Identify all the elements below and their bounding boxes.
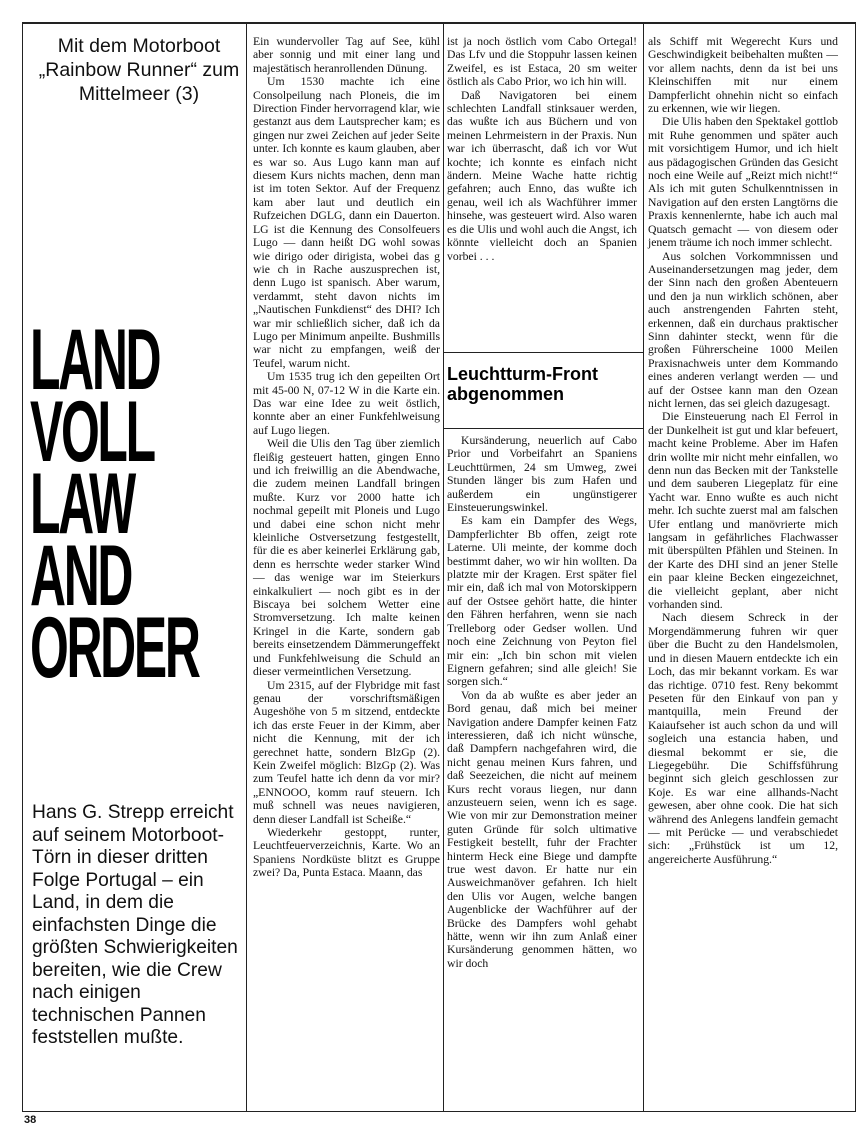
series-title: Mit dem Motorboot „Rainbow Runner“ zum Mittelmeer (3) bbox=[38, 35, 240, 105]
headline bbox=[30, 312, 246, 696]
column-rule bbox=[643, 22, 644, 1112]
paragraph: als Schiff mit Wegerecht Kurs und Geschwindigkeit beibehalten mußten — vor allem nachts, denn da ist bei uns Kleinschiffen mit nur einem Dampferlicht ohnehin nicht so einfach zu erkennen, wie wir liegen. bbox=[648, 35, 838, 116]
left-column bbox=[24, 24, 246, 1104]
paragraph: Um 1530 machte ich eine Consolpeilung nach Ploneis, die im Direction Finder hervorragend klar, wie gestanzt aus dem Lautsprecher kam; es gingen nur zwei Zeichen auf jeder Seite unter. Ich konnte es kaum glauben, aber es war so. Aus Lugo kann man auf diesem Kurs nichts machen, denn man ist im toten Sektor. Auf der Frequenz kam aber laut und deutlich ein Rufzeichen DGLG, dann ein Dauerton. LG ist die Kennung des Consolfeuers Lugo — dann heißt DG wohl sowas wie dirigo oder dirigista, wobei das g wie ch in Rache auszusprechen ist, denn Lugo ist spanisch. Aber warum, verdammt, steht davon nichts im „Nautischen Funkdienst“ des DHI? Ich war mir schließlich sicher, daß ich da Lugo per Minimum anpeilte. Bushmills war nicht zu empfangen, weiß der Teufel, warum nicht. bbox=[253, 75, 440, 370]
headline-line: ORDER bbox=[30, 600, 199, 696]
headline-line: VOLL bbox=[30, 384, 154, 480]
paragraph: Die Einsteuerung nach El Ferrol in der Dunkelheit ist gut und klar befeuert, macht keine Probleme. Aber im Hafen drin wollte mir nicht mehr einfallen, wo denn nun das Becken mit der Tankstelle und dem sauberen Liegeplatz für eine Yacht war. Enno wußte es auch nicht mehr. Ich suchte zuerst mal am falschen Ufer entlang und manövrierte mich langsam in gefährliches Flachwasser mit überspülten Pfählen und Steinen. In der Karte des DHI sind an jener Stelle ein paar kleine Becken eingezeichnet, die vielleicht geplant, aber nicht vorhanden sind. bbox=[648, 410, 838, 612]
article-column-3 bbox=[648, 35, 838, 866]
paragraph: Daß Navigatoren bei einem schlechten Landfall stinksauer werden, das wußte ich aus Büchern und von meinen Lehrmeistern in der Praxis. Nun war ich überrascht, daß ich vor Wut kochte; ich konnte es einfach nicht ändern. Meine Wache hatte richtig gefahren; auch Enno, das wußte ich genau, weil ich als Wachführer immer hinsehe, was gesteuert wird. Also waren es die Ulis und wohl auch die Angst, ich könnte vielleicht doch an Spanien vorbei . . . bbox=[447, 88, 637, 263]
paragraph: Ein wundervoller Tag auf See, kühl aber sonnig und mit einer lang und majestätisch heranrollenden Dünung. bbox=[253, 35, 440, 75]
paragraph: Aus solchen Vorkommnissen und Auseinandersetzungen mag jeder, dem der Sinn nach den großen Abenteuern und den ja nun wirklich schönen, aber auch anstrengenden Fahrten steht, erkennen, daß ein durchaus praktischer Sinn dahinter steckt, wenn für die großen Führerscheine 1000 Meilen Praxisnachweis unter dem Kommando eines anderen verlangt werden — und auf der Ostsee kann man den Ozean nicht lernen, das sei gleich dazugesagt. bbox=[648, 249, 838, 410]
teaser-text: Hans G. Strepp erreicht auf seinem Motorboot-Törn in dieser dritten Folge Portugal – ein Land, in dem die einfachsten Dinge die größten Schwierigkeiten bereiten, wie die Crew nach einigen technischen Pannen feststellen mußte. bbox=[32, 802, 238, 1048]
paragraph: Von da ab wußte es aber jeder an Bord genau, daß mich bei meiner Navigation andere Dampfer keinen Fatz interessieren, daß ich nicht wünsche, daß Dampfern nachgefahren wird, die nicht genau meinen Kurs fahren, und daß Seezeichen, die nicht auf meinem Kurs recht voraus liegen, nur dann anzusteuern seien, wenn ich es sage. Wie von mir zur Demonstration meiner guten Gründe für solch ultimative Festigkeit bestellt, fuhr der Frachter hinterm Heck eine Biege und dampfte true west davon. Er hatte nur ein Ausweichmanöver gefahren. Ich hielt den Ulis vor Augen, welche bangen Augenblicke der Wachführer auf der Brücke des Dampfers wohl gehabt hätte, wenn wir ihn zum Anlaß einer Kursänderung genommen hätten, wo wir doch bbox=[447, 688, 637, 970]
article-column-2-continued bbox=[447, 434, 637, 970]
paragraph: Nach diesem Schreck in der Morgendämmerung fuhren wir quer über die Bucht zu den Handelsmolen, und in diesen Mauern entdeckte ich ein Loch, das mir bekannt vorkam. Es war das richtige. 0710 fest. Reny bekommt Peseten für den Einkauf von pan y mantquilla, mein Freund der Kaiaufseher ist auch schon da und will sogleich una estancia haben, und diesmal bekommt er sie, die Liegegebühr. Die Schiffsführung beginnt sich gleich geschlossen zur Koje. Es war eine allhands-Nacht gewesen, aber ohne cook. Die hat sich während des Anlegens landfein gemacht — mit Perücke — und verabschiedet sich: „Frühstück ist um 12, angereicherte Ausführung.“ bbox=[648, 611, 838, 866]
column-rule bbox=[443, 22, 444, 1112]
paragraph: Die Ulis haben den Spektakel gottlob mit Ruhe genommen und später auch mit vorsichtigem Humor, und ich hielt aus pädagogischen Gründen das Gesicht noch eine Weile auf „Reizt mich nicht!“ Als ich mit guten Schulkenntnissen in Navigation auf den ersten Langtörns die Praxis kennenlernte, habe ich auch mal Quatsch gemacht — von diesem oder jenem träume ich noch immer schlecht. bbox=[648, 115, 838, 250]
headline-line: AND bbox=[30, 528, 132, 624]
section-rule bbox=[443, 352, 643, 353]
page-number: 38 bbox=[24, 1114, 37, 1126]
headline-line: LAW bbox=[30, 456, 134, 552]
headline-line: LAND bbox=[30, 312, 160, 408]
column-rule bbox=[246, 22, 247, 1112]
paragraph: Kursänderung, neuerlich auf Cabo Prior und Vorbeifahrt an Spaniens Leuchttürmen, 24 sm Umweg, zwei Stunden länger bis zum Hafen und außerdem ein ungünstigerer Einsteuerungswinkel. bbox=[447, 434, 637, 515]
section-rule bbox=[443, 428, 643, 429]
paragraph: Um 1535 trug ich den gepeilten Ort mit 45-00 N, 07-12 W in die Karte ein. Das war eine Idee zu weit östlich, konnte aber an einer Funkfehlweisung auf Lugo liegen. bbox=[253, 370, 440, 437]
paragraph: Es kam ein Dampfer des Wegs, Dampferlichter Bb offen, zeigt rote Laterne. Uli meinte, der komme doch bestimmt daher, wo wir hin wollten. Da platzte mir der Kragen. Erst später fiel mir ein, daß ich mal von Motorskippern auf der Ostsee gehört hatte, die hinter den Fähren herfahren, wenn sie nach Trelleborg oder Gedser wollen. Und noch eine Zeichnung von Peyton fiel mir ein: „Ich bin schon mit vielen Eignern gefahren; sind alle gleich! Sie sorgen sich.“ bbox=[447, 514, 637, 689]
paragraph: Um 2315, auf der Flybridge mit fast genau der vorschriftsmäßigen Augeshöhe von 5 m sitzend, entdeckte ich das erste Feuer in der Kimm, aber nicht die Kennung, mit der ich gerechnet hatte, sondern BlzGp (2). Kein Zweifel möglich: BlzGp (2). Was zum Teufel hatte ich denn da vor mir? „ENNOOO, komm rauf steuern. Ich muß schnell was neues navigieren, denn dieser Landfall ist Scheiße.“ bbox=[253, 678, 440, 826]
section-subheading: Leuchtturm-Front abgenommen bbox=[447, 364, 598, 404]
article-column-2 bbox=[447, 35, 637, 263]
paragraph: Weil die Ulis den Tag über ziemlich fleißig gesteuert hatten, gingen Enno und ich freiwillig an die Abendwache, die zudem meinen Landfall bringen mußte. Kurz vor 2000 hatte ich nochmal gepeilt mit Ploneis und Lugo und dabei eine schon nicht mehr kleinliche Ostversetzung festgestellt, für die es aber keinerlei Erklärung gab, denn es herrschte weder starker Wind — das wenige war im Steierkurs einkalkuliert — noch gibt es in der Biscaya bei solchem Wetter eine Stromversetzung. Ich malte keinen Kringel in die Karte, sondern gab bereits einsetzendem Dämmerungeffekt und Funkfehlweisung die Schuld an dieser vermeintlichen Versetzung. bbox=[253, 437, 440, 679]
paragraph: ist ja noch östlich vom Cabo Ortegal! Das Lfv und die Stoppuhr lassen keinen Zweifel, es ist Estaca, 20 sm weiter östlich als Cabo Prior, wo ich hin will. bbox=[447, 35, 637, 89]
article-column-1 bbox=[253, 35, 440, 880]
paragraph: Wiederkehr gestoppt, runter, Leuchtfeuerverzeichnis, Karte. Wo an Spaniens Nordküste blitzt es Gruppe zwei? Da, Punta Estaca. Maann, das bbox=[253, 825, 440, 880]
